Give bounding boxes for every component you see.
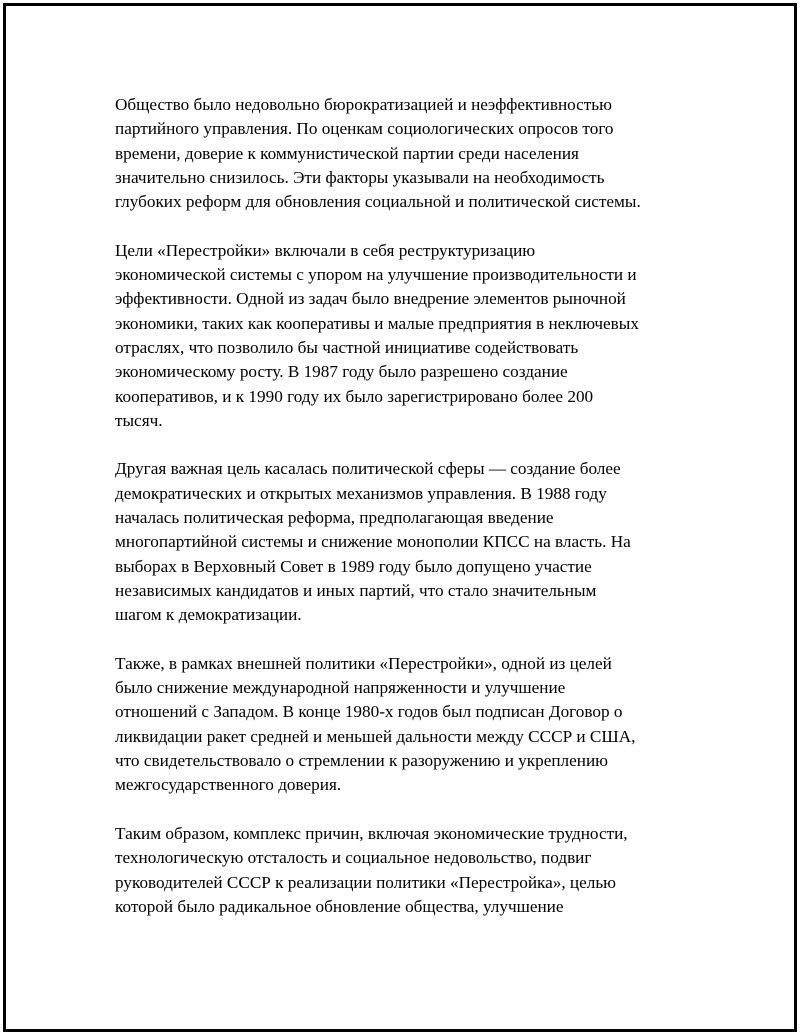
text-line: экономики, таких как кооперативы и малые предприятия в неключевых xyxy=(115,313,639,333)
text-line: Таким образом, комплекс причин, включая экономические трудности, xyxy=(115,823,628,843)
text-line: отношений с Западом. В конце 1980-х годов был подписан Договор о xyxy=(115,702,623,722)
text-line: многопартийной системы и снижение монополии КПСС на власть. На xyxy=(115,532,631,552)
text-line: началась политическая реформа, предполагающая введение xyxy=(115,508,554,528)
text-line: что свидетельствовало о стремлении к разоружению и укреплению xyxy=(115,751,608,771)
text-line: значительно снизилось. Эти факторы указывали на необходимость xyxy=(115,167,605,187)
paragraph-1 xyxy=(115,93,690,214)
text-line: которой было радикальное обновление общества, улучшение xyxy=(115,896,564,916)
text-line: независимых кандидатов и иных партий, что стало значительным xyxy=(115,580,597,600)
text-line: руководителей СССР к реализации политики «Перестройка», целью xyxy=(115,872,617,892)
text-line: партийного управления. По оценкам социологических опросов того xyxy=(115,119,614,139)
text-line: экономической системы с упором на улучшение производительности и xyxy=(115,265,637,285)
text-line: демократических и открытых механизмов управления. В 1988 году xyxy=(115,483,607,503)
text-line: времени, доверие к коммунистической партии среди населения xyxy=(115,143,579,163)
paragraph-4 xyxy=(115,652,690,798)
text-line: выборах в Верховный Совет в 1989 году было допущено участие xyxy=(115,556,592,576)
text-line: Другая важная цель касалась политической сферы — создание более xyxy=(115,459,621,479)
paragraph-2 xyxy=(115,239,690,433)
text-line: тысяч. xyxy=(115,410,163,430)
text-line: ликвидации ракет средней и меньшей дальности между СССР и США, xyxy=(115,726,636,746)
text-line: Общество было недовольно бюрократизацией и неэффективностью xyxy=(115,95,612,114)
text-line: экономическому росту. В 1987 году было разрешено создание xyxy=(115,362,568,382)
text-line: Цели «Перестройки» включали в себя реструктуризацию xyxy=(115,240,536,260)
document-body xyxy=(115,93,690,943)
text-line: кооперативов, и к 1990 году их было зарегистрировано более 200 xyxy=(115,386,594,406)
text-line: глубоких реформ для обновления социальной и политической системы. xyxy=(115,192,641,212)
text-line: Также, в рамках внешней политики «Перестройки», одной из целей xyxy=(115,653,612,673)
text-line: технологическую отсталость и социальное недовольство, подвиг xyxy=(115,848,592,868)
text-line: отраслях, что позволило бы частной инициативе содействовать xyxy=(115,337,579,357)
paragraph-3 xyxy=(115,457,690,627)
paragraph-5 xyxy=(115,822,690,919)
text-line: было снижение международной напряженности и улучшение xyxy=(115,678,566,698)
text-line: эффективности. Одной из задач было внедрение элементов рыночной xyxy=(115,289,626,309)
text-line: межгосударственного доверия. xyxy=(115,775,342,795)
text-line: шагом к демократизации. xyxy=(115,605,302,625)
